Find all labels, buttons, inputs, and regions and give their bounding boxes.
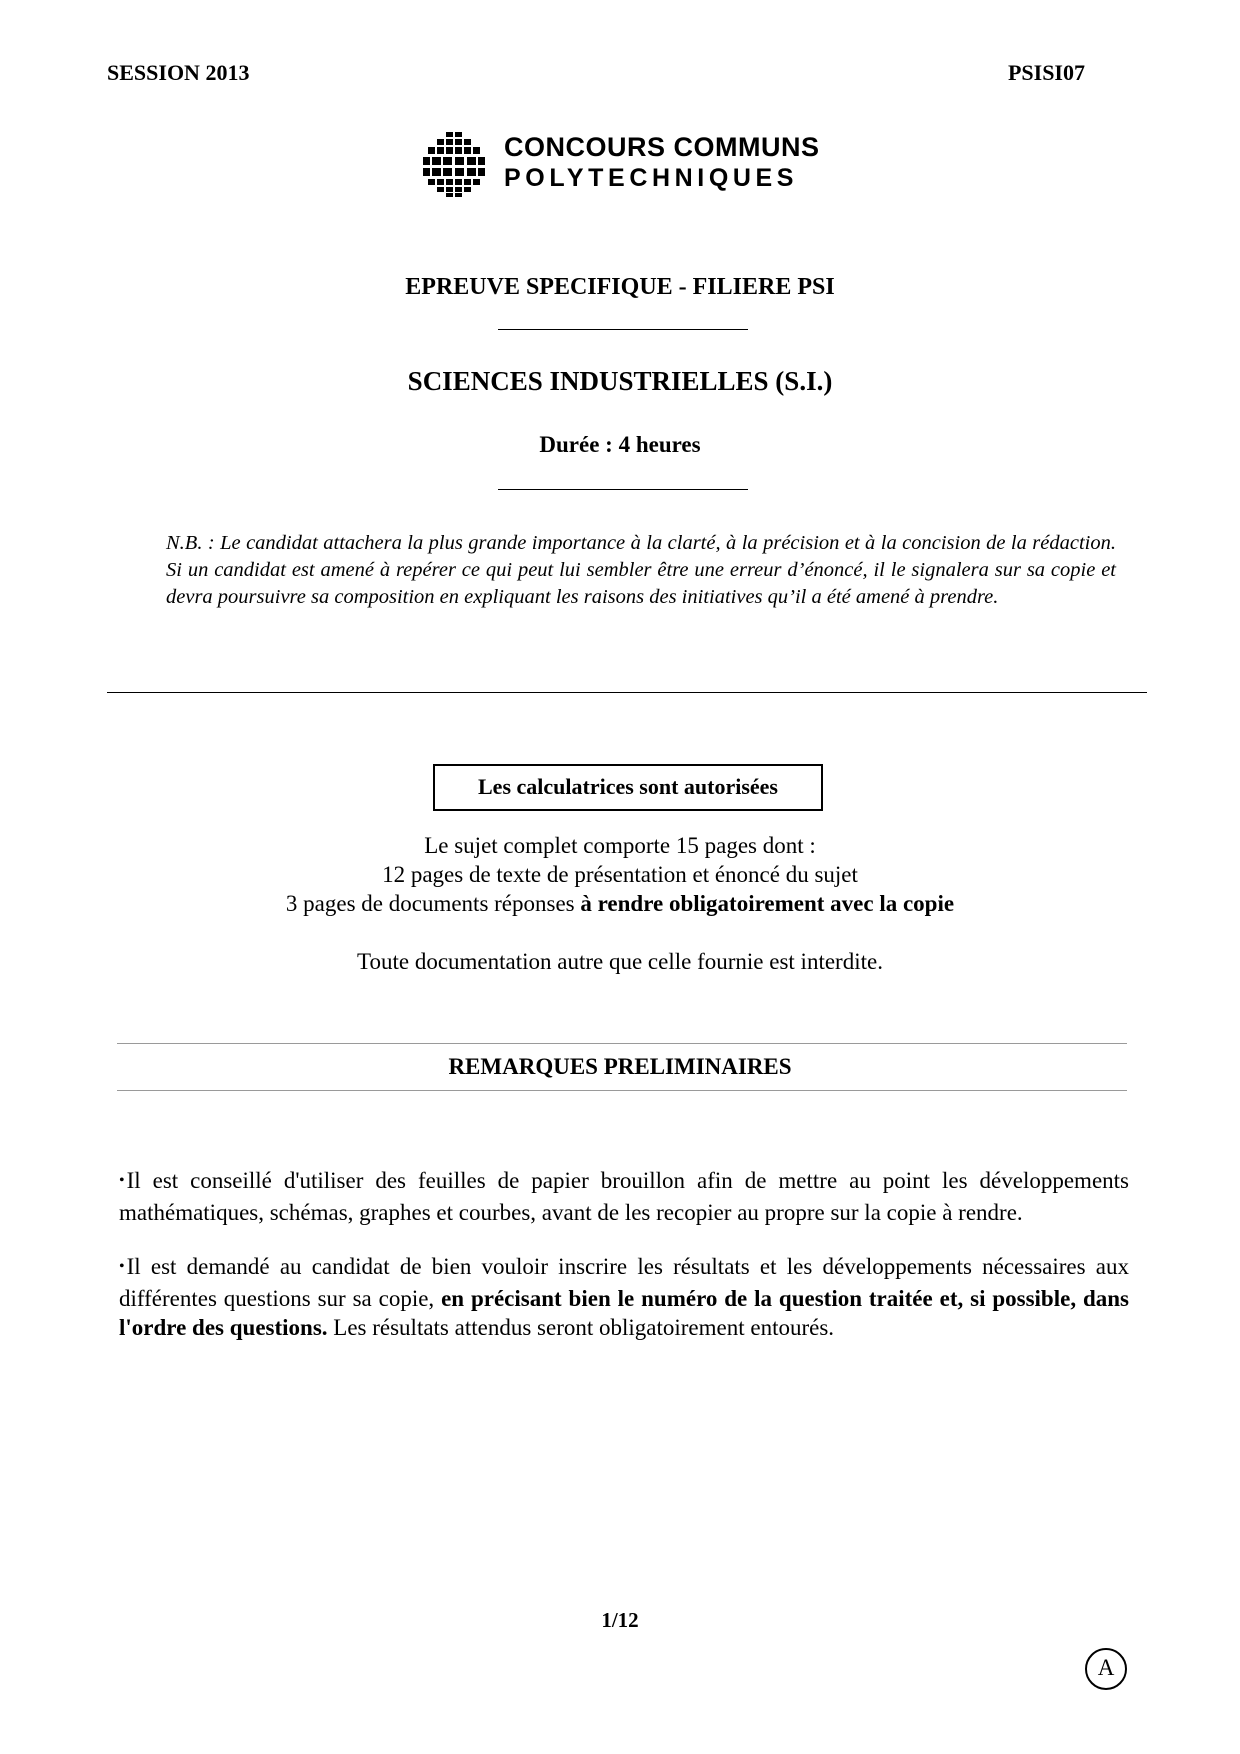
remark-paragraph-1 bbox=[119, 1166, 1129, 1227]
contents-line-3-bold: à rendre obligatoirement avec la copie bbox=[580, 891, 955, 916]
subject-title: SCIENCES INDUSTRIELLES (S.I.) bbox=[407, 366, 833, 396]
bullet-icon: • bbox=[119, 1258, 125, 1275]
duration-label: Durée : 4 heures bbox=[539, 432, 701, 457]
remark-2-text-start: Il est demandé au candidat de bien vouloir inscrire les résultats et les développements nécessaires aux différentes questions sur sa copie, bbox=[119, 1254, 1129, 1311]
bullet-icon: • bbox=[119, 1172, 125, 1189]
contents-line-3 bbox=[0, 889, 1240, 918]
logo-text-polytechniques: POLYTECHNIQUES bbox=[504, 164, 799, 192]
remarks-heading: REMARQUES PRELIMINAIRES bbox=[448, 1054, 792, 1079]
contents-line-2: 12 pages de texte de présentation et énoncé du sujet bbox=[382, 862, 858, 887]
remark-1-text: Il est conseillé d'utiliser des feuilles de papier brouillon afin de mettre au point les développements mathématiques, schémas, graphes et courbes, avant de les recopier au propre sur la copie à rendre. bbox=[119, 1168, 1129, 1225]
concours-logo bbox=[420, 128, 840, 198]
divider-thin bbox=[117, 1043, 1127, 1044]
documentation-notice: Toute documentation autre que celle fournie est interdite. bbox=[357, 949, 883, 974]
divider-thin bbox=[117, 1090, 1127, 1091]
divider-short bbox=[498, 329, 748, 330]
session-label: SESSION 2013 bbox=[107, 60, 250, 85]
contents-line-1: Le sujet complet comporte 15 pages dont : bbox=[424, 833, 816, 858]
grid-globe-icon bbox=[420, 130, 488, 198]
exam-code: PSISI07 bbox=[1007, 60, 1085, 85]
version-mark: A bbox=[1085, 1648, 1127, 1690]
page-number: 1/12 bbox=[601, 1608, 639, 1632]
logo-text-concours: CONCOURS COMMUNS bbox=[504, 132, 820, 162]
divider-long bbox=[107, 692, 1147, 693]
remark-paragraph-2 bbox=[119, 1252, 1129, 1342]
calculators-notice-box: Les calculatrices sont autorisées bbox=[433, 764, 823, 811]
remark-2-text-bold: en précisant bien le numéro de la question traitée et, si possible, dans l'ordre des questions. bbox=[119, 1286, 1129, 1340]
nb-notice: N.B. : Le candidat attachera la plus grande importance à la clarté, à la précision et à la concision de la rédaction. Si un candidat est amené à repérer ce qui peut lui sembler être une erreur d’énoncé, il le signalera sur sa copie et devra poursuivre sa composition en expliquant les raisons des initiatives qu’il a été amené à prendre. bbox=[166, 532, 1116, 608]
divider-short bbox=[498, 489, 748, 490]
remark-2-text-end: Les résultats attendus seront obligatoirement entourés. bbox=[327, 1315, 835, 1340]
contents-line-3-normal: 3 pages de documents réponses bbox=[285, 891, 581, 916]
exam-type-heading: EPREUVE SPECIFIQUE - FILIERE PSI bbox=[405, 274, 835, 300]
